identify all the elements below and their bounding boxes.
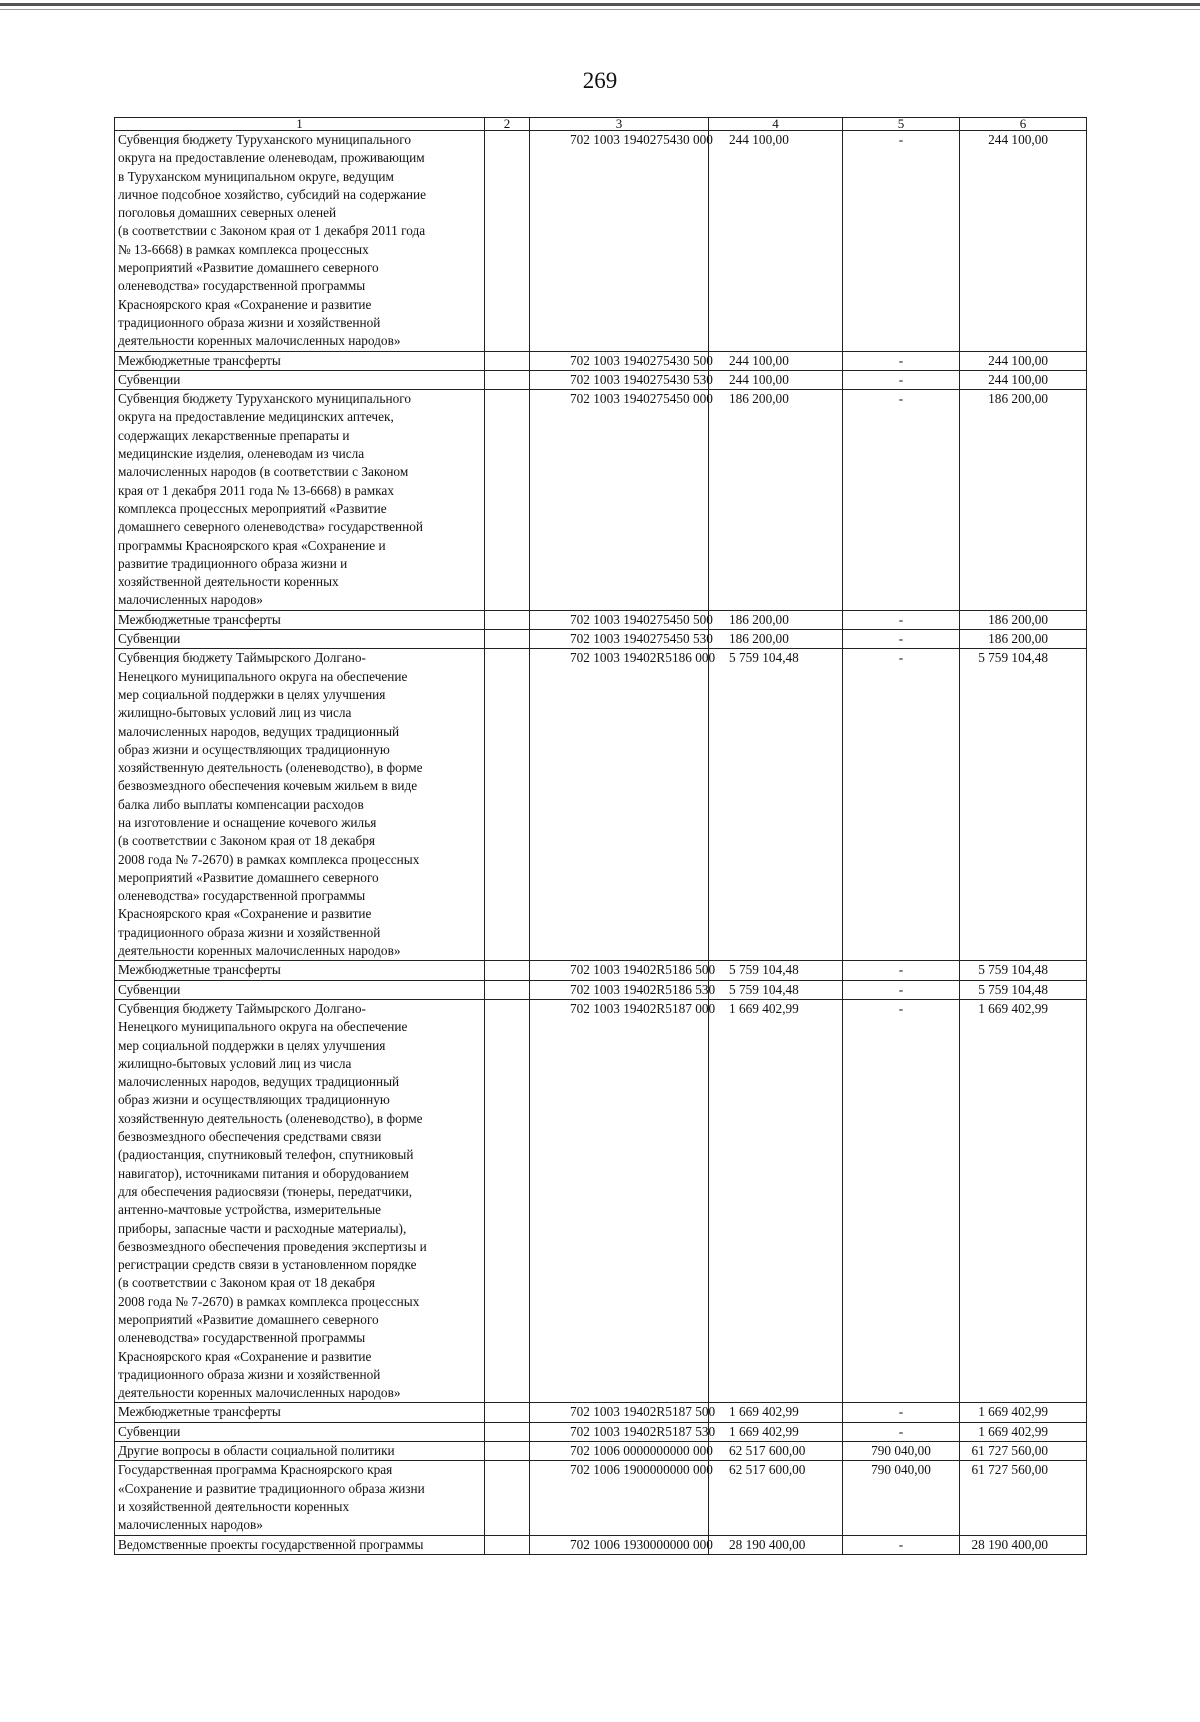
cell-total: 1 669 402,99 <box>960 1403 1087 1422</box>
cell-amount: 244 100,00 <box>709 131 843 352</box>
cell-total: 186 200,00 <box>960 390 1087 611</box>
table-row <box>115 961 1087 980</box>
cell-col2 <box>485 961 530 980</box>
cell-name: Субвенция бюджету Туруханского муниципального округа на предоставление медицинских аптечек, содержащих лекарственные препараты и медицинские изделия, оленеводам из числа малочисленных народов (в соответствии с Законом края от 1 декабря 2011 года № 13-6668) в рамках комплекса процессных мероприятий «Развитие домашнего северного оленеводства» государственной программы Красноярского края «Сохранение и развитие традиционного образа жизни и хозяйственной деятельности коренных малочисленных народов» <box>115 390 485 611</box>
table-row <box>115 610 1087 629</box>
cell-amount: 1 669 402,99 <box>709 999 843 1403</box>
cell-name: Межбюджетные трансферты <box>115 1403 485 1422</box>
cell-amount: 186 200,00 <box>709 390 843 611</box>
cell-code: 702 1006 0000000000 000 <box>530 1442 709 1461</box>
cell-col2 <box>485 630 530 649</box>
cell-col2 <box>485 1442 530 1461</box>
header-cell-4: 4 <box>709 118 843 131</box>
cell-name: Субвенции <box>115 1422 485 1441</box>
cell-amount: 186 200,00 <box>709 630 843 649</box>
cell-code: 702 1003 1940275450 500 <box>530 610 709 629</box>
cell-code: 702 1003 19402R5187 500 <box>530 1403 709 1422</box>
cell-col2 <box>485 980 530 999</box>
cell-total: 244 100,00 <box>960 370 1087 389</box>
cell-col5: - <box>843 1422 960 1441</box>
cell-col5: 790 040,00 <box>843 1461 960 1535</box>
cell-code: 702 1003 19402R5186 530 <box>530 980 709 999</box>
cell-col2 <box>485 351 530 370</box>
cell-col2 <box>485 390 530 611</box>
header-cell-6: 6 <box>960 118 1087 131</box>
cell-col2 <box>485 131 530 352</box>
cell-code: 702 1006 1930000000 000 <box>530 1535 709 1554</box>
cell-col5: - <box>843 351 960 370</box>
cell-col5: - <box>843 1535 960 1554</box>
cell-col5: 790 040,00 <box>843 1442 960 1461</box>
cell-code: 702 1003 1940275430 000 <box>530 131 709 352</box>
cell-amount: 62 517 600,00 <box>709 1461 843 1535</box>
cell-name: Субвенция бюджету Таймырского Долгано- Ненецкого муниципального округа на обеспечение мер социальной поддержки в целях улучшения жилищно-бытовых условий лиц из числа малочисленных народов, ведущих традиционный образ жизни и осуществляющих традиционную хозяйственную деятельность (оленеводство), в форме безвозмездного обеспечения кочевым жильем в виде балка либо выплаты компенсации расходов на изготовление и оснащение кочевого жилья (в соответствии с Законом края от 18 декабря 2008 года № 7-2670) в рамках комплекса процессных мероприятий «Развитие домашнего северного оленеводства» государственной программы Красноярского края «Сохранение и развитие традиционного образа жизни и хозяйственной деятельности коренных малочисленных народов» <box>115 649 485 961</box>
cell-name: Субвенции <box>115 370 485 389</box>
cell-col5: - <box>843 630 960 649</box>
cell-col2 <box>485 370 530 389</box>
cell-name: Субвенция бюджету Туруханского муниципального округа на предоставление оленеводам, проживающим в Туруханском муниципальном округе, ведущим личное подсобное хозяйство, субсидий на содержание поголовья домашних северных оленей (в соответствии с Законом края от 1 декабря 2011 года № 13-6668) в рамках комплекса процессных мероприятий «Развитие домашнего северного оленеводства» государственной программы Красноярского края «Сохранение и развитие традиционного образа жизни и хозяйственной деятельности коренных малочисленных народов» <box>115 131 485 352</box>
cell-name: Ведомственные проекты государственной программы <box>115 1535 485 1554</box>
cell-total: 244 100,00 <box>960 351 1087 370</box>
cell-amount: 1 669 402,99 <box>709 1403 843 1422</box>
cell-name: Межбюджетные трансферты <box>115 610 485 629</box>
cell-code: 702 1003 19402R5186 000 <box>530 649 709 961</box>
header-cell-5: 5 <box>843 118 960 131</box>
cell-total: 28 190 400,00 <box>960 1535 1087 1554</box>
cell-col5: - <box>843 999 960 1403</box>
cell-total: 5 759 104,48 <box>960 961 1087 980</box>
cell-col5: - <box>843 131 960 352</box>
cell-total: 186 200,00 <box>960 610 1087 629</box>
cell-total: 5 759 104,48 <box>960 980 1087 999</box>
budget-table <box>114 117 1087 1555</box>
cell-amount: 5 759 104,48 <box>709 980 843 999</box>
table-row <box>115 999 1087 1403</box>
cell-code: 702 1003 19402R5187 000 <box>530 999 709 1403</box>
table-row <box>115 1403 1087 1422</box>
cell-col5: - <box>843 610 960 629</box>
cell-code: 702 1003 19402R5186 500 <box>530 961 709 980</box>
table-row <box>115 351 1087 370</box>
cell-code: 702 1006 1900000000 000 <box>530 1461 709 1535</box>
cell-col5: - <box>843 370 960 389</box>
cell-col5: - <box>843 390 960 611</box>
scan-top-rule <box>0 3 1200 6</box>
table-body <box>115 118 1087 1555</box>
table-row <box>115 1422 1087 1441</box>
cell-col2 <box>485 610 530 629</box>
cell-name: Межбюджетные трансферты <box>115 351 485 370</box>
cell-name: Государственная программа Красноярского края «Сохранение и развитие традиционного образа жизни и хозяйственной деятельности коренных малочисленных народов» <box>115 1461 485 1535</box>
cell-col2 <box>485 1422 530 1441</box>
cell-amount: 5 759 104,48 <box>709 649 843 961</box>
header-cell-2: 2 <box>485 118 530 131</box>
cell-code: 702 1003 1940275430 530 <box>530 370 709 389</box>
cell-col2 <box>485 649 530 961</box>
cell-col5: - <box>843 980 960 999</box>
cell-total: 61 727 560,00 <box>960 1461 1087 1535</box>
table-row <box>115 1535 1087 1554</box>
cell-total: 5 759 104,48 <box>960 649 1087 961</box>
cell-total: 244 100,00 <box>960 131 1087 352</box>
cell-col2 <box>485 1403 530 1422</box>
header-cell-3: 3 <box>530 118 709 131</box>
cell-amount: 244 100,00 <box>709 370 843 389</box>
table-row <box>115 390 1087 611</box>
cell-amount: 186 200,00 <box>709 610 843 629</box>
table-row <box>115 630 1087 649</box>
header-cell-1: 1 <box>115 118 485 131</box>
cell-amount: 244 100,00 <box>709 351 843 370</box>
table-row <box>115 980 1087 999</box>
table-row <box>115 649 1087 961</box>
table-row <box>115 1442 1087 1461</box>
cell-code: 702 1003 1940275450 000 <box>530 390 709 611</box>
cell-code: 702 1003 1940275430 500 <box>530 351 709 370</box>
scan-top-rule-thin <box>0 9 1200 10</box>
cell-name: Субвенция бюджету Таймырского Долгано- Ненецкого муниципального округа на обеспечение мер социальной поддержки в целях улучшения жилищно-бытовых условий лиц из числа малочисленных народов, ведущих традиционный образ жизни и осуществляющих традиционную хозяйственную деятельность (оленеводство), в форме безвозмездного обеспечения средствами связи (радиостанция, спутниковый телефон, спутниковый навигатор), источниками питания и оборудованием для обеспечения радиосвязи (тюнеры, передатчики, антенно-мачтовые устройства, измерительные приборы, запасные части и расходные материалы), безвозмездного обеспечения проведения экспертизы и регистрации средств связи в установленном порядке (в соответствии с Законом края от 18 декабря 2008 года № 7-2670) в рамках комплекса процессных мероприятий «Развитие домашнего северного оленеводства» государственной программы Красноярского края «Сохранение и развитие традиционного образа жизни и хозяйственной деятельности коренных малочисленных народов» <box>115 999 485 1403</box>
cell-amount: 1 669 402,99 <box>709 1422 843 1441</box>
cell-col2 <box>485 1461 530 1535</box>
cell-name: Субвенции <box>115 630 485 649</box>
cell-col2 <box>485 999 530 1403</box>
page-number: 269 <box>582 68 618 93</box>
table-row <box>115 370 1087 389</box>
cell-col5: - <box>843 961 960 980</box>
table-row <box>115 1461 1087 1535</box>
cell-name: Межбюджетные трансферты <box>115 961 485 980</box>
cell-amount: 62 517 600,00 <box>709 1442 843 1461</box>
cell-total: 61 727 560,00 <box>960 1442 1087 1461</box>
cell-col5: - <box>843 649 960 961</box>
cell-code: 702 1003 19402R5187 530 <box>530 1422 709 1441</box>
cell-total: 1 669 402,99 <box>960 1422 1087 1441</box>
cell-col2 <box>485 1535 530 1554</box>
cell-name: Другие вопросы в области социальной политики <box>115 1442 485 1461</box>
cell-code: 702 1003 1940275450 530 <box>530 630 709 649</box>
header-row <box>115 118 1087 131</box>
cell-total: 186 200,00 <box>960 630 1087 649</box>
cell-amount: 5 759 104,48 <box>709 961 843 980</box>
cell-total: 1 669 402,99 <box>960 999 1087 1403</box>
cell-amount: 28 190 400,00 <box>709 1535 843 1554</box>
cell-col5: - <box>843 1403 960 1422</box>
cell-name: Субвенции <box>115 980 485 999</box>
table-row <box>115 131 1087 352</box>
